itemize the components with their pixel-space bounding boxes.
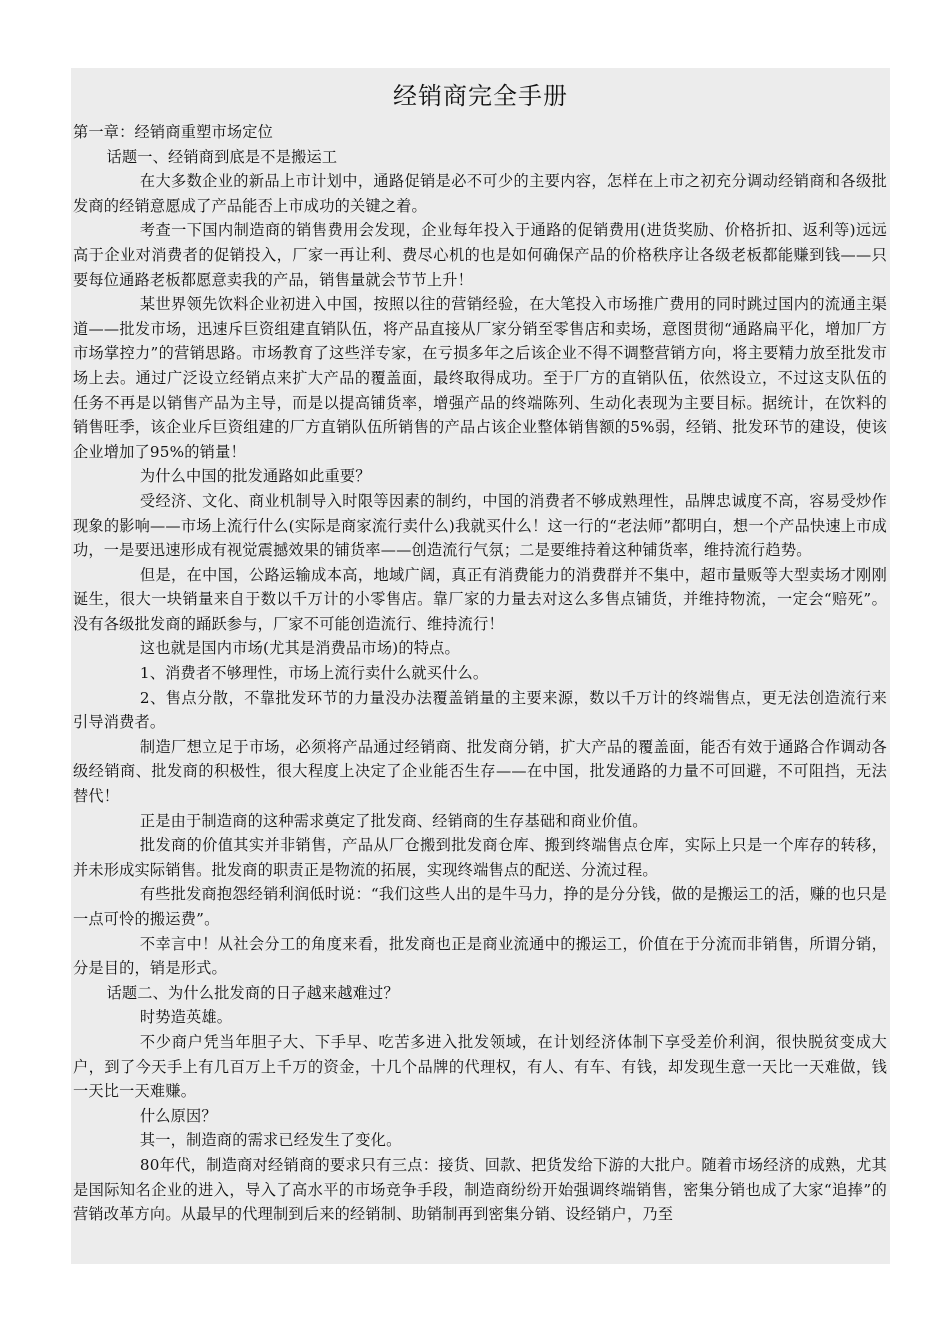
body-paragraph: 时势造英雄。 <box>139 1008 233 1027</box>
body-paragraph: 什么原因？ <box>139 1106 217 1125</box>
body-paragraph: 不幸言中！从社会分工的角度来看，批发商也正是商业流通中的搬运工，价值在于分流而非销售，所谓分销，分是目的，销是形式。 <box>73 934 887 978</box>
body-paragraph: 为什么中国的批发通路如此重要？ <box>139 467 371 486</box>
body-paragraph: 80年代，制造商对经销商的要求只有三点：接货、回款、把货发给下游的大批户。随着市场经济的成熟，尤其是国际知名企业的进入，导入了高水平的市场竞争手段，制造商纷纷开始强调终端销售，密集分销也成了大家“追捧”的营销改革方向。从最早的代理制到后来的经销制、助销制再到密集分销、设经销户，乃至 <box>73 1155 887 1224</box>
list-item: 2、售点分散，不靠批发环节的力量没办法覆盖销量的主要来源，数以千万计的终端售点，更无法创造流行来引导消费者。 <box>73 688 887 732</box>
document-page <box>71 68 890 1264</box>
body-paragraph: 有些批发商抱怨经销利润低时说：“我们这些人出的是牛马力，挣的是分分钱，做的是搬运工的活，赚的也只是一点可怜的搬运费”。 <box>73 885 887 928</box>
body-paragraph: 考查一下国内制造商的销售费用会发现，企业每年投入于通路的促销费用(进货奖励、价格折扣、返利等)远远高于企业对消费者的促销投入，厂家一再让利、费尽心机的也是如何确保产品的价格秩序让各级老板都能赚到钱——只要每位通路老板都愿意卖我的产品，销售量就会节节上升！ <box>73 221 887 289</box>
body-paragraph: 某世界领先饮料企业初进入中国，按照以往的营销经验，在大笔投入市场推广费用的同时跳过国内的流通主渠道——批发市场，迅速斥巨资组建直销队伍，将产品直接从厂家分销至零售店和卖场，意图贯彻“通路扁平化，增加厂方市场掌控力”的营销思路。市场教育了这些洋专家，在亏损多年之后该企业不得不调整营销方向，将主要精力放至批发市场上去。通过广泛设立经销点来扩大产品的覆盖面，最终取得成功。至于厂方的直销队伍，依然设立，不过这支队伍的任务不再是以销售产品为主导，而是以提高铺货率，增强产品的终端陈列、生动化表现为主要目标。据统计，在饮料的销售旺季，该企业斥巨资组建的厂方直销队伍所销售的产品占该企业整体销售额的5%弱，经销、批发环节的建设，使该企业增加了95%的销量！ <box>73 295 887 461</box>
body-paragraph: 但是，在中国，公路运输成本高，地域广阔，真正有消费能力的消费群并不集中，超市量贩等大型卖场才刚刚诞生，很大一块销量来自于数以千万计的小零售店。靠厂家的力量去对这么多售点铺货，并维持物流，一定会“赔死”。没有各级批发商的踊跃参与，厂家不可能创造流行、维持流行！ <box>73 565 887 633</box>
body-paragraph: 正是由于制造商的这种需求奠定了批发商、经销商的生存基础和商业价值。 <box>139 811 648 830</box>
document-title: 经销商完全手册 <box>393 82 568 110</box>
chapter-heading: 第一章：经销商重塑市场定位 <box>73 123 274 141</box>
body-paragraph: 其一，制造商的需求已经发生了变化。 <box>139 1131 402 1150</box>
topic-heading-1: 话题一、经销商到底是不是搬运工 <box>106 147 338 166</box>
body-paragraph: 批发商的价值其实并非销售，产品从厂仓搬到批发商仓库、搬到终端售点仓库，实际上只是一个库存的转移，并未形成实际销售。批发商的职责正是物流的拓展，实现终端售点的配送、分流过程。 <box>73 836 887 879</box>
list-item: 1、消费者不够理性，市场上流行卖什么就买什么。 <box>139 664 489 683</box>
body-paragraph: 制造厂想立足于市场，必须将产品通过经销商、批发商分销，扩大产品的覆盖面，能否有效于通路合作调动各级经销商、批发商的积极性，很大程度上决定了企业能否生存——在中国，批发通路的力量不可回避，不可阻挡，无法替代！ <box>73 737 887 806</box>
body-paragraph: 这也就是国内市场(尤其是消费品市场)的特点。 <box>139 639 460 658</box>
body-paragraph: 不少商户凭当年胆子大、下手早、吃苦多进入批发领域，在计划经济体制下享受差价利润，很快脱贫变成大户，到了今天手上有几百万上千万的资金，十几个品牌的代理权，有人、有车、有钱，却发现生意一天比一天难做，钱一天比一天难赚。 <box>73 1032 887 1101</box>
topic-heading-2: 话题二、为什么批发商的日子越来越难过？ <box>106 983 399 1002</box>
body-paragraph: 在大多数企业的新品上市计划中，通路促销是必不可少的主要内容，怎样在上市之初充分调动经销商和各级批发商的经销意愿成了产品能否上市成功的关键之着。 <box>73 172 887 215</box>
body-paragraph: 受经济、文化、商业机制导入时限等因素的制约，中国的消费者不够成熟理性，品牌忠诚度不高，容易受炒作现象的影响——市场上流行什么(实际是商家流行卖什么)我就买什么！这一行的“老法师”都明白，想一个产品快速上市成功，一是要迅速形成有视觉震撼效果的铺货率——创造流行气氛；二是要维持着这种铺货率，维持流行趋势。 <box>73 491 887 560</box>
